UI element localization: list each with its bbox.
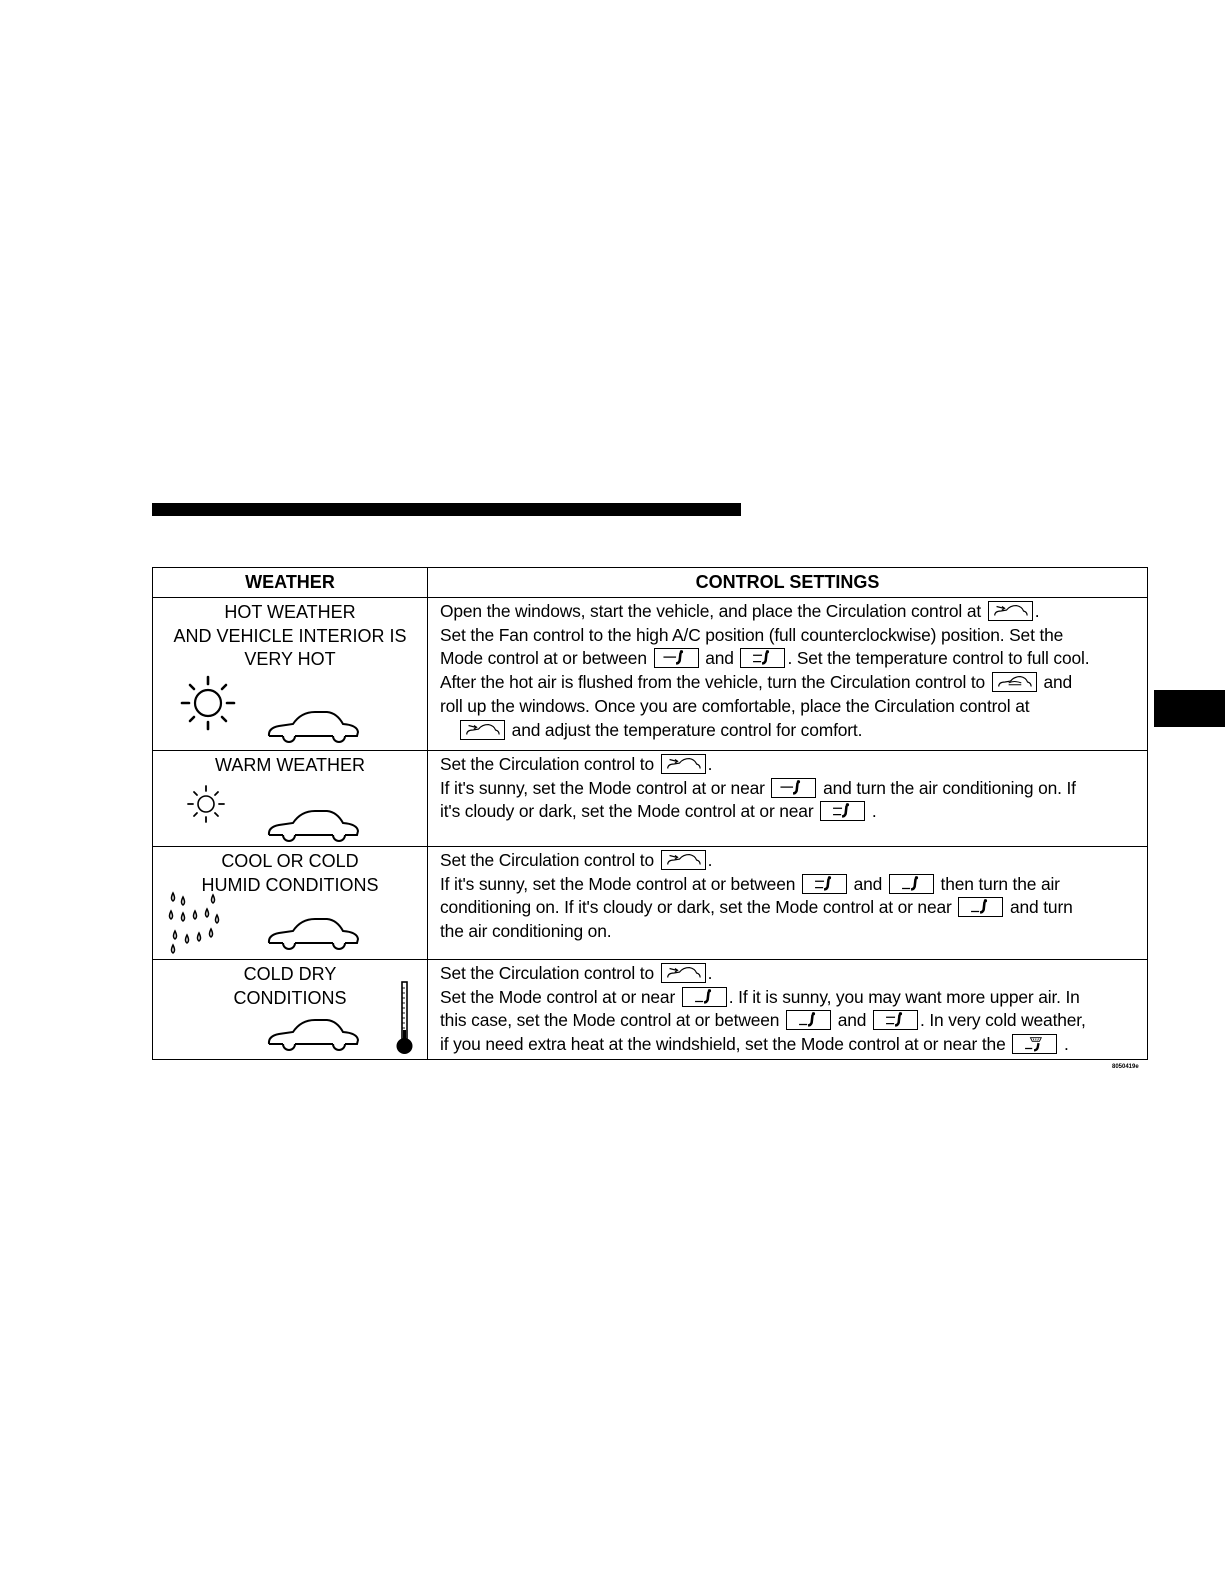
mode-mix-icon [1012, 1034, 1057, 1054]
weather-cell [153, 960, 428, 1060]
car-icon [265, 708, 361, 746]
weather-label: COOL OR COLD [221, 851, 359, 871]
mode-bilevel-icon [802, 874, 847, 894]
weather-header: WEATHER [153, 568, 428, 598]
outside-air-icon [661, 850, 706, 870]
weather-label: WARM WEATHER [215, 755, 365, 775]
control-settings-cell: Set the Circulation control to . If it's sunny, set the Mode control at or near and turn the air conditioning on. If it's cloudy or dark, set the Mode control at or near . [428, 751, 1148, 847]
weather-label: HUMID CONDITIONS [201, 874, 379, 895]
sun-icon [173, 673, 243, 733]
outside-air-icon [661, 963, 706, 983]
recirculation-icon [992, 672, 1037, 692]
mode-floor-icon [682, 987, 727, 1007]
weather-cell [153, 598, 428, 751]
weather-label: VERY HOT [244, 649, 336, 669]
weather-label: COLD DRY [243, 964, 337, 984]
table-row [153, 847, 1148, 960]
thumb-tab [1154, 690, 1225, 727]
sun-icon [183, 783, 229, 825]
control-settings-cell: Open the windows, start the vehicle, and place the Circulation control at . Set the Fan control to the high A/C position (full counterclockwise) position. Set the Mode control at or between and . Set the temperature control to full cool. After the hot air is flushed from the vehicle, turn the Circulation control to and roll up the windows. Once you are comfortable, place the Circulation control at and adjust the temperature control for comfort. [428, 598, 1148, 751]
control-settings-header: CONTROL SETTINGS [428, 568, 1148, 598]
weather-label: HOT WEATHER [224, 602, 356, 622]
outside-air-icon [988, 601, 1033, 621]
weather-cell [153, 751, 428, 847]
section-rule [152, 503, 741, 516]
climate-control-table [152, 567, 1148, 1060]
table-header-row [153, 568, 1148, 598]
table-row [153, 751, 1148, 847]
thermometer-icon [393, 980, 417, 1056]
control-settings-cell: Set the Circulation control to . Set the Mode control at or near . If it is sunny, you may want more upper air. In this case, set the Mode control at or between and . In very cold weather, if you need extra heat at the windshield, set the Mode control at or near the . [428, 960, 1148, 1060]
raindrops-icon [165, 887, 231, 955]
mode-panel-icon [771, 778, 816, 798]
mode-floor-icon [958, 897, 1003, 917]
mode-floor-icon [889, 874, 934, 894]
outside-air-icon [661, 754, 706, 774]
table-row [153, 598, 1148, 751]
car-icon [265, 915, 361, 953]
weather-cell [153, 847, 428, 960]
weather-label: AND VEHICLE INTERIOR IS [173, 625, 407, 646]
mode-bilevel-icon [820, 801, 865, 821]
outside-air-icon [460, 720, 505, 740]
control-settings-cell: Set the Circulation control to . If it's sunny, set the Mode control at or between and then turn the air conditioning on. If it's cloudy or dark, set the Mode control at or near and turn the air conditioning on. [428, 847, 1148, 960]
table-row [153, 960, 1148, 1060]
weather-label: CONDITIONS [233, 987, 347, 1008]
mode-panel-icon [654, 648, 699, 668]
figure-code: 8050419e [1112, 1064, 1139, 1070]
car-icon [265, 1016, 361, 1054]
car-icon [265, 807, 361, 845]
mode-bilevel-icon [873, 1010, 918, 1030]
mode-floor-icon [786, 1010, 831, 1030]
mode-bilevel-icon [740, 648, 785, 668]
